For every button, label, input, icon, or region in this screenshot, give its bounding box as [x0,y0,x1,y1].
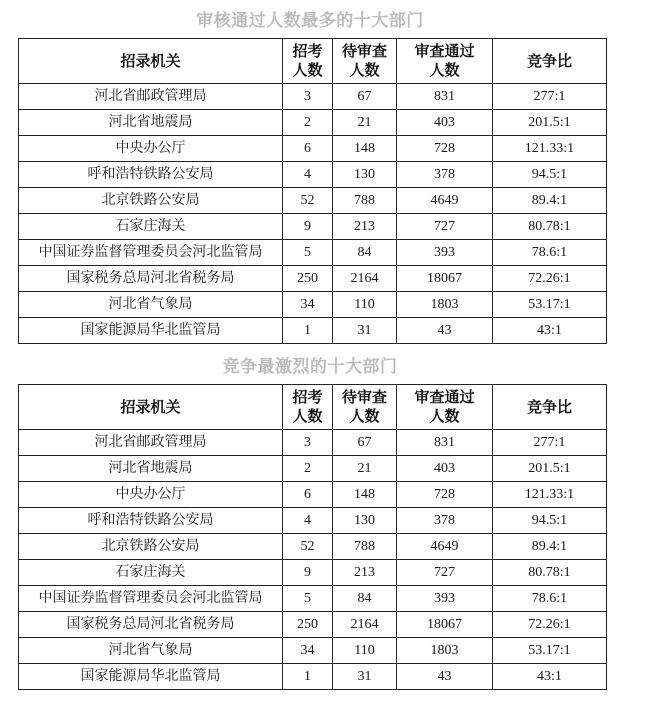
cell-ratio: 53.17:1 [493,292,607,318]
cell-pending: 84 [333,586,397,612]
cell-dept: 河北省气象局 [19,292,283,318]
header-ratio: 竞争比 [493,385,607,430]
cell-ratio: 80.78:1 [493,560,607,586]
cell-pending: 2164 [333,266,397,292]
cell-passed: 403 [397,110,493,136]
cell-passed: 727 [397,560,493,586]
cell-quota: 3 [283,430,333,456]
cell-quota: 2 [283,110,333,136]
cell-pending: 21 [333,456,397,482]
cell-quota: 9 [283,560,333,586]
cell-dept: 国家税务总局河北省税务局 [19,612,283,638]
header-pending: 待审查人数 [333,39,397,84]
cell-dept: 国家税务总局河北省税务局 [19,266,283,292]
table-row [19,292,607,318]
cell-passed: 393 [397,586,493,612]
cell-ratio: 89.4:1 [493,188,607,214]
cell-ratio: 201.5:1 [493,456,607,482]
cell-dept: 中央办公厅 [19,136,283,162]
cell-passed: 4649 [397,534,493,560]
cell-quota: 6 [283,136,333,162]
table-row [19,84,607,110]
cell-ratio: 43:1 [493,664,607,690]
cell-dept: 北京铁路公安局 [19,188,283,214]
cell-pending: 31 [333,664,397,690]
cell-passed: 393 [397,240,493,266]
cell-dept: 北京铁路公安局 [19,534,283,560]
header-passed: 审查通过人数 [397,385,493,430]
cell-dept: 中国证券监督管理委员会河北监管局 [19,586,283,612]
table-row [19,508,607,534]
table-row [19,456,607,482]
cell-pending: 110 [333,638,397,664]
cell-passed: 831 [397,430,493,456]
table-row [19,638,607,664]
cell-pending: 21 [333,110,397,136]
cell-ratio: 94.5:1 [493,508,607,534]
cell-quota: 6 [283,482,333,508]
table-title-most-competitive: 竞争最激烈的十大部门 [222,357,398,377]
header-quota: 招考人数 [283,39,333,84]
table-row [19,534,607,560]
header-row [19,385,607,430]
cell-dept: 中国证券监督管理委员会河北监管局 [19,240,283,266]
cell-passed: 1803 [397,292,493,318]
cell-ratio: 201.5:1 [493,110,607,136]
cell-quota: 5 [283,240,333,266]
table-row [19,188,607,214]
table-row [19,214,607,240]
header-passed: 审查通过人数 [397,39,493,84]
cell-quota: 3 [283,84,333,110]
cell-quota: 5 [283,586,333,612]
most-competitive-table [18,384,607,690]
header-dept: 招录机关 [19,39,283,84]
cell-pending: 67 [333,430,397,456]
cell-dept: 石家庄海关 [19,560,283,586]
cell-quota: 2 [283,456,333,482]
table-row [19,162,607,188]
cell-quota: 1 [283,318,333,344]
cell-passed: 18067 [397,612,493,638]
cell-passed: 1803 [397,638,493,664]
table-row [19,240,607,266]
table-row [19,266,607,292]
table-row [19,560,607,586]
cell-quota: 52 [283,188,333,214]
cell-passed: 43 [397,318,493,344]
cell-quota: 1 [283,664,333,690]
cell-ratio: 277:1 [493,430,607,456]
cell-pending: 148 [333,482,397,508]
cell-dept: 河北省气象局 [19,638,283,664]
cell-pending: 148 [333,136,397,162]
cell-passed: 728 [397,482,493,508]
table-row [19,110,607,136]
cell-dept: 石家庄海关 [19,214,283,240]
cell-dept: 中央办公厅 [19,482,283,508]
table-row [19,318,607,344]
table-row [19,136,607,162]
cell-ratio: 277:1 [493,84,607,110]
cell-dept: 呼和浩特铁路公安局 [19,162,283,188]
table-row [19,664,607,690]
cell-quota: 250 [283,266,333,292]
cell-ratio: 121.33:1 [493,136,607,162]
table-row [19,430,607,456]
cell-dept: 呼和浩特铁路公安局 [19,508,283,534]
cell-ratio: 80.78:1 [493,214,607,240]
cell-ratio: 78.6:1 [493,586,607,612]
cell-quota: 250 [283,612,333,638]
cell-pending: 2164 [333,612,397,638]
cell-pending: 213 [333,214,397,240]
cell-ratio: 72.26:1 [493,266,607,292]
most-approved-table [18,38,607,344]
cell-dept: 河北省邮政管理局 [19,430,283,456]
cell-pending: 110 [333,292,397,318]
cell-passed: 403 [397,456,493,482]
cell-quota: 34 [283,292,333,318]
cell-passed: 727 [397,214,493,240]
cell-passed: 831 [397,84,493,110]
table-row [19,482,607,508]
cell-pending: 788 [333,534,397,560]
cell-quota: 34 [283,638,333,664]
header-dept: 招录机关 [19,385,283,430]
cell-ratio: 89.4:1 [493,534,607,560]
table-row [19,586,607,612]
header-quota: 招考人数 [283,385,333,430]
cell-dept: 河北省地震局 [19,456,283,482]
cell-pending: 31 [333,318,397,344]
cell-dept: 国家能源局华北监管局 [19,664,283,690]
cell-pending: 788 [333,188,397,214]
cell-ratio: 94.5:1 [493,162,607,188]
header-pending: 待审查人数 [333,385,397,430]
cell-dept: 国家能源局华北监管局 [19,318,283,344]
cell-passed: 378 [397,162,493,188]
cell-pending: 84 [333,240,397,266]
cell-ratio: 121.33:1 [493,482,607,508]
cell-ratio: 53.17:1 [493,638,607,664]
cell-passed: 18067 [397,266,493,292]
header-row [19,39,607,84]
cell-quota: 4 [283,508,333,534]
cell-passed: 43 [397,664,493,690]
cell-ratio: 43:1 [493,318,607,344]
cell-passed: 378 [397,508,493,534]
cell-quota: 9 [283,214,333,240]
cell-quota: 52 [283,534,333,560]
cell-pending: 130 [333,162,397,188]
table-row [19,612,607,638]
cell-pending: 130 [333,508,397,534]
cell-quota: 4 [283,162,333,188]
cell-pending: 67 [333,84,397,110]
cell-dept: 河北省地震局 [19,110,283,136]
table-title-most-approved: 审核通过人数最多的十大部门 [196,11,424,31]
cell-passed: 4649 [397,188,493,214]
cell-ratio: 78.6:1 [493,240,607,266]
cell-pending: 213 [333,560,397,586]
cell-ratio: 72.26:1 [493,612,607,638]
cell-dept: 河北省邮政管理局 [19,84,283,110]
cell-passed: 728 [397,136,493,162]
header-ratio: 竞争比 [493,39,607,84]
